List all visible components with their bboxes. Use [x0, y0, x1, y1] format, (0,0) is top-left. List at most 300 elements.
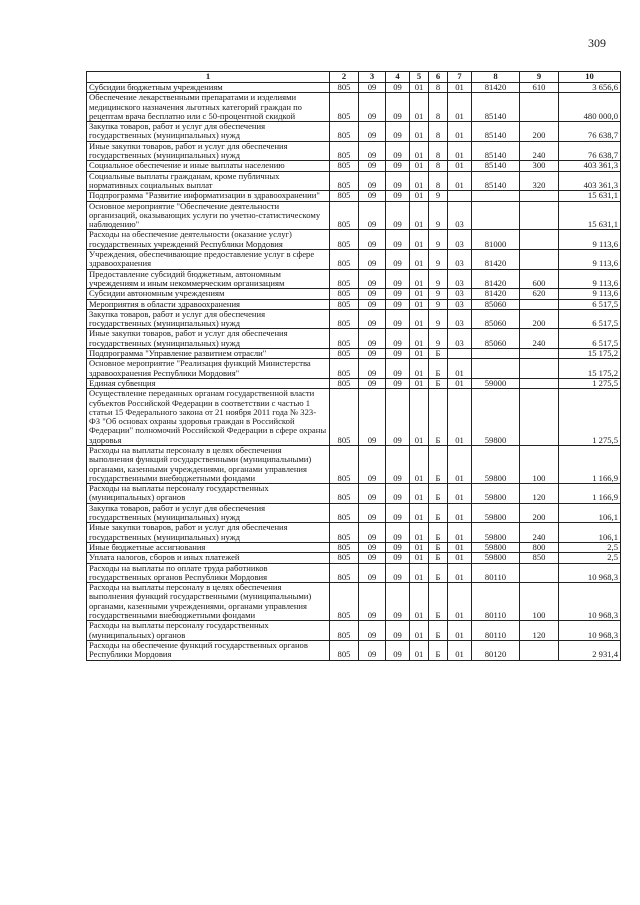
section-code-cell: 805: [330, 484, 359, 504]
amount-cell: 15 631,1: [559, 201, 621, 230]
subsection-code-cell: 09: [359, 583, 386, 621]
measure-cell: 01: [448, 122, 472, 142]
measure-cell: 01: [448, 171, 472, 191]
direction-code-cell: 80110: [472, 563, 520, 583]
page-number: 309: [588, 36, 606, 50]
header-cell: 2: [330, 72, 359, 83]
row-name-cell: Уплата налогов, сборов и иных платежей: [87, 553, 330, 563]
table-row: [87, 201, 621, 230]
row-name-cell: Социальные выплаты гражданам, кроме публичных нормативных социальных выплат: [87, 171, 330, 191]
amount-cell: 1 166,9: [559, 445, 621, 483]
expense-type-cell: 240: [520, 523, 559, 543]
direction-code-cell: 59800: [472, 503, 520, 523]
section-code-cell: 805: [330, 122, 359, 142]
measure-cell: 01: [448, 389, 472, 446]
program-cell: 01: [410, 329, 429, 349]
program-cell: 01: [410, 583, 429, 621]
amount-cell: 3 656,6: [559, 83, 621, 93]
section-code-cell: 805: [330, 329, 359, 349]
subsection-code-cell: 09: [359, 359, 386, 379]
subprogram-cell: Б: [429, 640, 448, 660]
table-row: [87, 122, 621, 142]
section-code-cell: 805: [330, 289, 359, 299]
row-name-cell: Основное мероприятие "Реализация функций Министерства здравоохранения Республики Мордовия": [87, 359, 330, 379]
measure-cell: 03: [448, 329, 472, 349]
subprogram-cell: Б: [429, 542, 448, 552]
subsection-code-cell: 09: [359, 503, 386, 523]
subprogram-cell: 9: [429, 250, 448, 270]
header-cell: 3: [359, 72, 386, 83]
section-code-cell: 805: [330, 583, 359, 621]
measure-cell: 01: [448, 542, 472, 552]
amount-cell: 2 931,4: [559, 640, 621, 660]
code-cell: 09: [386, 289, 410, 299]
measure-cell: 03: [448, 230, 472, 250]
row-name-cell: Мероприятия в области здравоохранения: [87, 299, 330, 309]
code-cell: 09: [386, 542, 410, 552]
expense-type-cell: 120: [520, 484, 559, 504]
measure-cell: 01: [448, 523, 472, 543]
expense-type-cell: 850: [520, 553, 559, 563]
amount-cell: 76 638,7: [559, 122, 621, 142]
section-code-cell: 805: [330, 523, 359, 543]
subsection-code-cell: 09: [359, 378, 386, 388]
direction-code-cell: 80110: [472, 583, 520, 621]
subprogram-cell: 8: [429, 171, 448, 191]
section-code-cell: 805: [330, 171, 359, 191]
measure-cell: 03: [448, 201, 472, 230]
direction-code-cell: 59800: [472, 553, 520, 563]
amount-cell: 2,5: [559, 542, 621, 552]
direction-code-cell: [472, 191, 520, 201]
subprogram-cell: 8: [429, 161, 448, 171]
direction-code-cell: 85140: [472, 161, 520, 171]
table-row: [87, 250, 621, 270]
code-cell: 09: [386, 309, 410, 329]
expense-type-cell: [520, 389, 559, 446]
table-row: [87, 329, 621, 349]
direction-code-cell: 81000: [472, 230, 520, 250]
subsection-code-cell: 09: [359, 542, 386, 552]
section-code-cell: 805: [330, 250, 359, 270]
measure-cell: 01: [448, 83, 472, 93]
code-cell: 09: [386, 378, 410, 388]
amount-cell: 15 631,1: [559, 191, 621, 201]
subprogram-cell: Б: [429, 563, 448, 583]
program-cell: 01: [410, 161, 429, 171]
amount-cell: 15 175,2: [559, 349, 621, 359]
budget-table: [86, 71, 621, 661]
direction-code-cell: [472, 359, 520, 379]
section-code-cell: 805: [330, 201, 359, 230]
program-cell: 01: [410, 191, 429, 201]
expense-type-cell: 300: [520, 161, 559, 171]
direction-code-cell: 59000: [472, 378, 520, 388]
table-row: [87, 359, 621, 379]
code-cell: 09: [386, 563, 410, 583]
measure-cell: 03: [448, 269, 472, 289]
program-cell: 01: [410, 93, 429, 122]
expense-type-cell: [520, 349, 559, 359]
expense-type-cell: [520, 378, 559, 388]
direction-code-cell: 81420: [472, 250, 520, 270]
subprogram-cell: 9: [429, 309, 448, 329]
subsection-code-cell: 09: [359, 201, 386, 230]
table-row: [87, 83, 621, 93]
subsection-code-cell: 09: [359, 230, 386, 250]
table-row: [87, 484, 621, 504]
table-row: [87, 621, 621, 641]
row-name-cell: Подпрограмма "Управление развитием отрасли": [87, 349, 330, 359]
amount-cell: 9 113,6: [559, 269, 621, 289]
section-code-cell: 805: [330, 563, 359, 583]
subsection-code-cell: 09: [359, 161, 386, 171]
table-row: [87, 445, 621, 483]
subprogram-cell: Б: [429, 583, 448, 621]
program-cell: 01: [410, 122, 429, 142]
amount-cell: 9 113,6: [559, 250, 621, 270]
subsection-code-cell: 09: [359, 122, 386, 142]
header-cell: 1: [87, 72, 330, 83]
header-cell: 10: [559, 72, 621, 83]
direction-code-cell: 59800: [472, 389, 520, 446]
measure-cell: 01: [448, 445, 472, 483]
subprogram-cell: 9: [429, 201, 448, 230]
measure-cell: 01: [448, 378, 472, 388]
code-cell: 09: [386, 389, 410, 446]
table-row: [87, 389, 621, 446]
amount-cell: 10 968,3: [559, 621, 621, 641]
program-cell: 01: [410, 445, 429, 483]
subsection-code-cell: 09: [359, 553, 386, 563]
table-row: [87, 583, 621, 621]
subsection-code-cell: 09: [359, 171, 386, 191]
measure-cell: 01: [448, 484, 472, 504]
code-cell: 09: [386, 250, 410, 270]
amount-cell: 9 113,6: [559, 230, 621, 250]
expense-type-cell: [520, 230, 559, 250]
measure-cell: 01: [448, 161, 472, 171]
row-name-cell: Закупка товаров, работ и услуг для обеспечения государственных (муниципальных) нужд: [87, 309, 330, 329]
subprogram-cell: Б: [429, 553, 448, 563]
direction-code-cell: 85140: [472, 122, 520, 142]
program-cell: 01: [410, 378, 429, 388]
program-cell: 01: [410, 230, 429, 250]
row-name-cell: Расходы на выплаты персоналу в целях обеспечения выполнения функций государственными (муниципальными) органами, казенными учреждениями, органами управления государственными внебюджетными фондами: [87, 445, 330, 483]
row-name-cell: Социальное обеспечение и иные выплаты населению: [87, 161, 330, 171]
table-row: [87, 299, 621, 309]
expense-type-cell: 100: [520, 445, 559, 483]
row-name-cell: Расходы на выплаты персоналу в целях обеспечения выполнения функций государственными (муниципальными) органами, казенными учреждениями, органами управления государственными внебюджетными фондами: [87, 583, 330, 621]
measure-cell: 01: [448, 553, 472, 563]
table-row: [87, 378, 621, 388]
subprogram-cell: 9: [429, 289, 448, 299]
code-cell: 09: [386, 484, 410, 504]
table-row: [87, 289, 621, 299]
table-row: [87, 563, 621, 583]
direction-code-cell: 85140: [472, 171, 520, 191]
expense-type-cell: 240: [520, 329, 559, 349]
direction-code-cell: 85060: [472, 299, 520, 309]
code-cell: 09: [386, 553, 410, 563]
direction-code-cell: 59800: [472, 542, 520, 552]
table-row: [87, 191, 621, 201]
program-cell: 01: [410, 83, 429, 93]
section-code-cell: 805: [330, 161, 359, 171]
section-code-cell: 805: [330, 359, 359, 379]
direction-code-cell: 80120: [472, 640, 520, 660]
program-cell: 01: [410, 640, 429, 660]
direction-code-cell: 81420: [472, 83, 520, 93]
code-cell: 09: [386, 93, 410, 122]
table-row: [87, 349, 621, 359]
program-cell: 01: [410, 484, 429, 504]
subprogram-cell: Б: [429, 484, 448, 504]
row-name-cell: Расходы на обеспечение функций государственных органов Республики Мордовия: [87, 640, 330, 660]
expense-type-cell: 120: [520, 621, 559, 641]
direction-code-cell: 59800: [472, 484, 520, 504]
subsection-code-cell: 09: [359, 141, 386, 161]
code-cell: 09: [386, 161, 410, 171]
row-name-cell: Иные закупки товаров, работ и услуг для обеспечения государственных (муниципальных) нужд: [87, 329, 330, 349]
row-name-cell: Подпрограмма "Развитие информатизации в здравоохранении": [87, 191, 330, 201]
expense-type-cell: [520, 201, 559, 230]
code-cell: 09: [386, 141, 410, 161]
expense-type-cell: 600: [520, 269, 559, 289]
subsection-code-cell: 09: [359, 621, 386, 641]
row-name-cell: Единая субвенция: [87, 378, 330, 388]
subsection-code-cell: 09: [359, 349, 386, 359]
subsection-code-cell: 09: [359, 93, 386, 122]
section-code-cell: 805: [330, 83, 359, 93]
measure-cell: 01: [448, 359, 472, 379]
amount-cell: 76 638,7: [559, 141, 621, 161]
program-cell: 01: [410, 359, 429, 379]
measure-cell: 01: [448, 503, 472, 523]
direction-code-cell: 81420: [472, 269, 520, 289]
subsection-code-cell: 09: [359, 191, 386, 201]
header-cell: 4: [386, 72, 410, 83]
code-cell: 09: [386, 83, 410, 93]
table-row: [87, 141, 621, 161]
subsection-code-cell: 09: [359, 445, 386, 483]
expense-type-cell: 100: [520, 583, 559, 621]
row-name-cell: Расходы на выплаты персоналу государственных (муниципальных) органов: [87, 621, 330, 641]
expense-type-cell: 200: [520, 503, 559, 523]
subsection-code-cell: 09: [359, 484, 386, 504]
expense-type-cell: [520, 359, 559, 379]
measure-cell: 01: [448, 141, 472, 161]
subprogram-cell: 9: [429, 329, 448, 349]
program-cell: 01: [410, 201, 429, 230]
row-name-cell: Закупка товаров, работ и услуг для обеспечения государственных (муниципальных) нужд: [87, 122, 330, 142]
measure-cell: [448, 191, 472, 201]
header-cell: 5: [410, 72, 429, 83]
direction-code-cell: 80110: [472, 621, 520, 641]
section-code-cell: 805: [330, 309, 359, 329]
header-cell: 8: [472, 72, 520, 83]
subprogram-cell: Б: [429, 359, 448, 379]
program-cell: 01: [410, 553, 429, 563]
amount-cell: 10 968,3: [559, 583, 621, 621]
program-cell: 01: [410, 289, 429, 299]
subprogram-cell: 9: [429, 269, 448, 289]
measure-cell: 03: [448, 309, 472, 329]
measure-cell: 01: [448, 621, 472, 641]
row-name-cell: Учреждения, обеспечивающие предоставление услуг в сфере здравоохранения: [87, 250, 330, 270]
section-code-cell: 805: [330, 445, 359, 483]
code-cell: 09: [386, 523, 410, 543]
section-code-cell: 805: [330, 93, 359, 122]
program-cell: 01: [410, 349, 429, 359]
section-code-cell: 805: [330, 191, 359, 201]
table-row: [87, 93, 621, 122]
code-cell: 09: [386, 329, 410, 349]
code-cell: 09: [386, 621, 410, 641]
row-name-cell: Иные бюджетные ассигнования: [87, 542, 330, 552]
table-row: [87, 640, 621, 660]
subsection-code-cell: 09: [359, 250, 386, 270]
subsection-code-cell: 09: [359, 269, 386, 289]
amount-cell: 106,1: [559, 523, 621, 543]
program-cell: 01: [410, 523, 429, 543]
measure-cell: 01: [448, 640, 472, 660]
row-name-cell: Основное мероприятие "Обеспечение деятельности организаций, оказывающих услуги по учетно-статистическому наблюдению": [87, 201, 330, 230]
subsection-code-cell: 09: [359, 309, 386, 329]
code-cell: 09: [386, 640, 410, 660]
subsection-code-cell: 09: [359, 640, 386, 660]
section-code-cell: 805: [330, 542, 359, 552]
program-cell: 01: [410, 250, 429, 270]
table-row: [87, 553, 621, 563]
section-code-cell: 805: [330, 389, 359, 446]
header-cell: 6: [429, 72, 448, 83]
section-code-cell: 805: [330, 503, 359, 523]
amount-cell: 6 517,5: [559, 309, 621, 329]
expense-type-cell: [520, 250, 559, 270]
measure-cell: 01: [448, 563, 472, 583]
amount-cell: 15 175,2: [559, 359, 621, 379]
row-name-cell: Закупка товаров, работ и услуг для обеспечения государственных (муниципальных) нужд: [87, 503, 330, 523]
row-name-cell: Иные закупки товаров, работ и услуг для обеспечения государственных (муниципальных) нужд: [87, 523, 330, 543]
program-cell: 01: [410, 299, 429, 309]
table-row: [87, 523, 621, 543]
code-cell: 09: [386, 171, 410, 191]
measure-cell: 03: [448, 250, 472, 270]
amount-cell: 480 000,0: [559, 93, 621, 122]
code-cell: 09: [386, 269, 410, 289]
expense-type-cell: [520, 563, 559, 583]
code-cell: 09: [386, 230, 410, 250]
subsection-code-cell: 09: [359, 523, 386, 543]
program-cell: 01: [410, 503, 429, 523]
direction-code-cell: 81420: [472, 289, 520, 299]
amount-cell: 403 361,3: [559, 161, 621, 171]
subprogram-cell: Б: [429, 621, 448, 641]
code-cell: 09: [386, 349, 410, 359]
table-body: [87, 83, 621, 661]
amount-cell: 2,5: [559, 553, 621, 563]
subprogram-cell: Б: [429, 503, 448, 523]
expense-type-cell: 200: [520, 122, 559, 142]
section-code-cell: 805: [330, 640, 359, 660]
direction-code-cell: 85060: [472, 309, 520, 329]
code-cell: 09: [386, 122, 410, 142]
measure-cell: [448, 349, 472, 359]
amount-cell: 6 517,5: [559, 299, 621, 309]
measure-cell: 03: [448, 299, 472, 309]
amount-cell: 1 166,9: [559, 484, 621, 504]
expense-type-cell: 200: [520, 309, 559, 329]
subsection-code-cell: 09: [359, 563, 386, 583]
measure-cell: 03: [448, 289, 472, 299]
direction-code-cell: 59800: [472, 523, 520, 543]
section-code-cell: 805: [330, 299, 359, 309]
amount-cell: 10 968,3: [559, 563, 621, 583]
direction-code-cell: [472, 349, 520, 359]
row-name-cell: Расходы на обеспечение деятельности (оказание услуг) государственных учреждений Республики Мордовия: [87, 230, 330, 250]
subprogram-cell: Б: [429, 349, 448, 359]
direction-code-cell: 59800: [472, 445, 520, 483]
direction-code-cell: [472, 201, 520, 230]
amount-cell: 9 113,6: [559, 289, 621, 299]
code-cell: 09: [386, 359, 410, 379]
subprogram-cell: 9: [429, 191, 448, 201]
row-name-cell: Субсидии бюджетным учреждениям: [87, 83, 330, 93]
code-cell: 09: [386, 299, 410, 309]
subprogram-cell: Б: [429, 389, 448, 446]
subprogram-cell: 9: [429, 299, 448, 309]
table-row: [87, 161, 621, 171]
table-row: [87, 171, 621, 191]
code-cell: 09: [386, 583, 410, 621]
subsection-code-cell: 09: [359, 83, 386, 93]
expense-type-cell: 800: [520, 542, 559, 552]
amount-cell: 6 517,5: [559, 329, 621, 349]
amount-cell: 403 361,3: [559, 171, 621, 191]
section-code-cell: 805: [330, 621, 359, 641]
section-code-cell: 805: [330, 269, 359, 289]
direction-code-cell: 85140: [472, 141, 520, 161]
subprogram-cell: 8: [429, 141, 448, 161]
row-name-cell: Предоставление субсидий бюджетным, автономным учреждениям и иным некоммерческим организациям: [87, 269, 330, 289]
expense-type-cell: 320: [520, 171, 559, 191]
header-cell: 9: [520, 72, 559, 83]
subprogram-cell: 8: [429, 93, 448, 122]
table-row: [87, 269, 621, 289]
amount-cell: 1 275,5: [559, 378, 621, 388]
row-name-cell: Иные закупки товаров, работ и услуг для обеспечения государственных (муниципальных) нужд: [87, 141, 330, 161]
amount-cell: 1 275,5: [559, 389, 621, 446]
program-cell: 01: [410, 621, 429, 641]
program-cell: 01: [410, 389, 429, 446]
expense-type-cell: [520, 299, 559, 309]
program-cell: 01: [410, 542, 429, 552]
table-row: [87, 542, 621, 552]
section-code-cell: 805: [330, 230, 359, 250]
section-code-cell: 805: [330, 141, 359, 161]
code-cell: 09: [386, 191, 410, 201]
subprogram-cell: 9: [429, 230, 448, 250]
expense-type-cell: 610: [520, 83, 559, 93]
subprogram-cell: Б: [429, 523, 448, 543]
code-cell: 09: [386, 201, 410, 230]
direction-code-cell: 85060: [472, 329, 520, 349]
section-code-cell: 805: [330, 349, 359, 359]
subsection-code-cell: 09: [359, 389, 386, 446]
header-row: [87, 72, 621, 83]
expense-type-cell: 620: [520, 289, 559, 299]
